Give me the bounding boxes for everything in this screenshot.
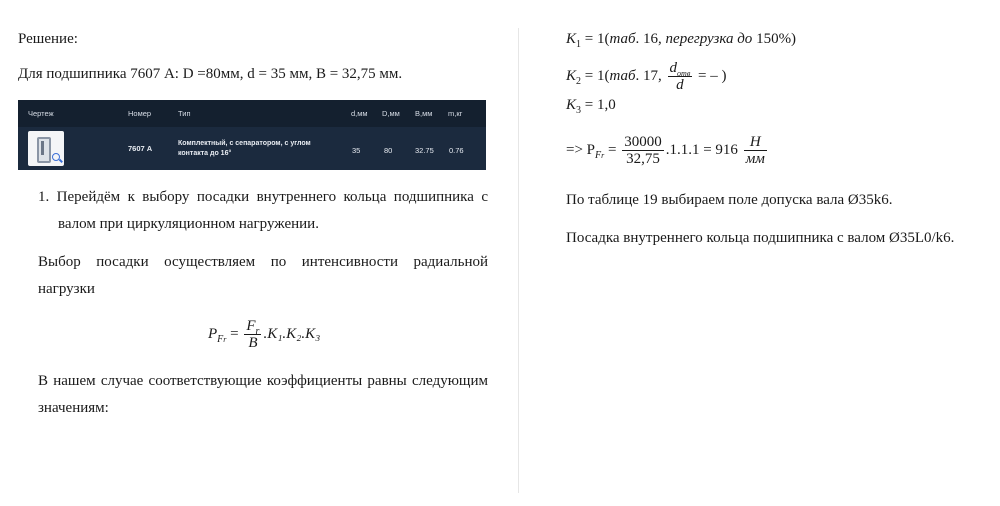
pf-unit [744, 134, 767, 167]
formula-sub-r: r [223, 334, 227, 344]
pf-unit-den: мм [745, 151, 765, 167]
formula-num-sub: r [255, 326, 260, 337]
k3-line [566, 95, 616, 115]
choice-line2: нагрузки [38, 281, 95, 297]
formula-fraction [244, 318, 261, 351]
k2-end: = – ) [694, 67, 727, 84]
coef-line2: значениям: [38, 400, 109, 416]
k2-sub: 2 [576, 75, 582, 87]
col-header-type: Тип [178, 109, 191, 118]
k3-value: = 1,0 [581, 97, 616, 113]
formula-sub-f: F [217, 333, 224, 345]
formula-coefficients: .K₁.K₂.K₃ [263, 325, 321, 342]
k2-symbol: K [566, 67, 577, 84]
tolerance-line: По таблице 19 выбираем поле допуска вала Ø35k6. [566, 192, 893, 208]
formula-radial-load-intensity [208, 318, 320, 351]
k2-num-sub: отв [677, 69, 691, 78]
k1-value: = 1( [581, 31, 610, 47]
k2-den: d [676, 77, 684, 93]
k1-note: перегрузка до [665, 31, 753, 47]
pf-result-line [566, 134, 769, 167]
pf-fraction [622, 134, 664, 167]
pf-den: 32,75 [626, 151, 660, 167]
zoom-icon-handle [59, 159, 63, 163]
bearing-roller-icon [41, 141, 44, 155]
bearing-type-line1: Комплектный, с сепаратором, с углом [178, 140, 311, 147]
k1-line [566, 29, 796, 49]
bearing-type-line2: контакта до 16° [178, 150, 232, 157]
k1-table-ref: . 16, [635, 31, 666, 47]
cell-B: 32.75 [415, 146, 434, 155]
k2-table-ref: . 17, [635, 67, 666, 84]
col-header-drawing: Чертеж [28, 109, 54, 118]
formula-num: F [246, 318, 256, 334]
k2-tab: таб [609, 67, 636, 84]
cell-D: 80 [384, 146, 393, 155]
bearing-ring-icon [37, 137, 51, 163]
formula-symbol-p: P [208, 325, 218, 342]
bearing-drawing-thumbnail[interactable] [28, 131, 64, 166]
formula-den: B [248, 335, 258, 351]
pf-prefix: => P [566, 141, 596, 158]
cell-d: 35 [352, 146, 361, 155]
cell-m: 0.76 [449, 146, 464, 155]
solution-heading: Решение: [18, 31, 78, 47]
k2-fraction [668, 60, 693, 93]
step1-line2: валом при циркуляционном нагружении. [58, 216, 319, 232]
col-header-number: Номер [128, 109, 152, 118]
k1-tab: таб [609, 31, 636, 47]
k1-end: 150%) [752, 31, 797, 47]
k3-symbol: K [566, 97, 577, 113]
col-header-D: D,мм [382, 109, 400, 118]
col-header-B: B,мм [415, 109, 433, 118]
k1-sub: 1 [576, 39, 582, 50]
bearing-table [18, 100, 486, 170]
k2-num: d [669, 60, 678, 76]
k3-sub: 3 [576, 105, 582, 116]
pf-unit-num: H [744, 134, 767, 151]
pf-num: 30000 [624, 134, 662, 150]
coef-line1: В нашем случае соответствующие коэффициенты равны следующим [38, 373, 488, 389]
choice-line1: Выбор посадки осуществляем по интенсивности радиальной [38, 254, 488, 270]
k2-line [566, 60, 727, 93]
k2-value: = 1( [581, 67, 610, 84]
step1-line1: 1. Перейдём к выбору посадки внутреннего кольца подшипника с [38, 189, 488, 205]
column-divider [518, 28, 519, 493]
bearing-number-link[interactable]: 7607 А [128, 144, 153, 153]
formula-eq: = [230, 325, 239, 342]
pf-sub: F [595, 149, 602, 161]
k1-symbol: K [566, 31, 577, 47]
col-header-d: d,мм [351, 109, 368, 118]
pf-mid: .1.1.1 = 916 [665, 141, 738, 158]
bearing-parameters-line: Для подшипника 7607 А: D =80мм, d = 35 мм, B = 32,75 мм. [18, 66, 403, 82]
pf-subsub: r [601, 150, 605, 160]
col-header-m: m,кг [448, 109, 463, 118]
fit-line: Посадка внутреннего кольца подшипника с валом Ø35L0/k6. [566, 230, 955, 246]
pf-eq: = [604, 141, 617, 158]
